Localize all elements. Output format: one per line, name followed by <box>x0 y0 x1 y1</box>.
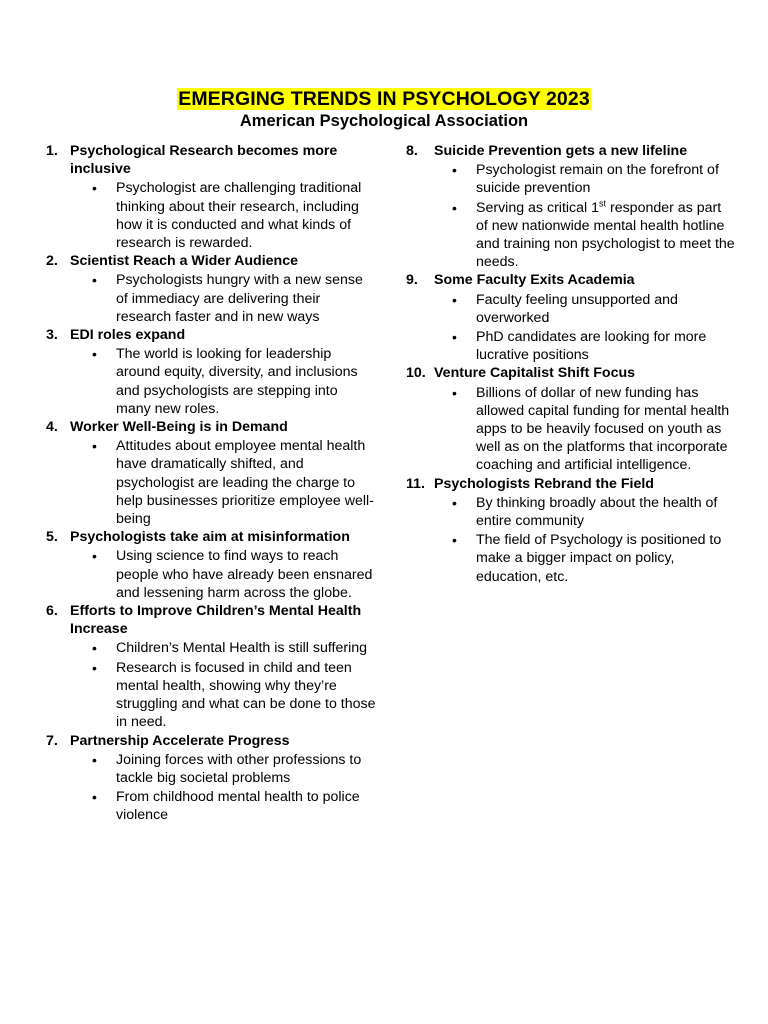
page-title: EMERGING TRENDS IN PSYCHOLOGY 2023 <box>178 88 590 110</box>
bullet-icon: • <box>452 162 457 179</box>
trend-item-10 <box>406 364 736 474</box>
bullet-icon: • <box>92 548 97 565</box>
trend-bullet-list <box>46 437 376 528</box>
list-item: • The field of Psychology is positioned to make a bigger impact on policy, education, etc. <box>452 532 722 585</box>
bullet-icon: • <box>92 272 97 289</box>
trend-item-8 <box>406 142 736 271</box>
trend-item-6 <box>46 602 376 731</box>
bullet-icon: • <box>92 346 97 363</box>
trend-heading: Psychologists Rebrand the Field <box>434 475 654 492</box>
list-item: • Joining forces with other professions to tackle big societal problems <box>92 751 362 786</box>
document-header <box>0 88 768 131</box>
trend-item-2 <box>46 252 376 326</box>
trend-item-7 <box>46 732 376 825</box>
bullet-icon: • <box>452 329 457 346</box>
trend-number: 11. <box>406 475 425 492</box>
trend-number: 10. <box>406 365 426 382</box>
trend-heading: Psychologists take aim at misinformation <box>70 529 350 546</box>
right-column <box>406 142 736 586</box>
trend-heading: Efforts to Improve Children’s Mental Health Increase <box>70 603 362 638</box>
bullet-icon: • <box>452 494 457 511</box>
bullet-icon: • <box>92 640 97 657</box>
bullet-icon: • <box>92 751 97 768</box>
trend-number: 6. <box>46 603 58 620</box>
trend-item-11 <box>406 475 736 586</box>
list-item: • Serving as critical 1st responder as part of new nationwide mental health hotline and training non psychologist to meet the needs. <box>452 197 735 271</box>
list-item: • By thinking broadly about the health of entire community <box>452 494 718 530</box>
bullet-icon: • <box>92 180 97 197</box>
trend-heading: EDI roles expand <box>70 327 186 344</box>
bullet-icon: • <box>452 199 457 216</box>
list-item: • Attitudes about employee mental health have dramatically shifted, and psychologist are leading the charge to help businesses prioritize employee well-being <box>92 438 374 528</box>
list-item: • PhD candidates are looking for more lucrative positions <box>452 329 707 364</box>
trend-bullet-list <box>46 271 376 326</box>
bullet-icon: • <box>452 532 457 549</box>
bullet-icon: • <box>452 291 457 308</box>
trend-heading: Venture Capitalist Shift Focus <box>434 365 636 382</box>
trend-bullet-list <box>46 179 376 252</box>
trend-heading: Scientist Reach a Wider Audience <box>70 253 298 270</box>
trend-bullet-list <box>46 547 376 602</box>
trend-heading: Worker Well-Being is in Demand <box>70 419 288 436</box>
trend-bullet-list <box>406 494 736 586</box>
trend-item-5 <box>46 528 376 602</box>
trend-heading: Suicide Prevention gets a new lifeline <box>434 143 688 159</box>
list-item: • Billions of dollar of new funding has allowed capital funding for mental health apps to be heavily focused on youth as well as on the platforms that incorporate coaching and artificial intelligence. <box>452 384 730 474</box>
left-column <box>46 142 376 825</box>
bullet-icon: • <box>92 659 97 676</box>
bullet-icon: • <box>92 789 97 806</box>
trend-number: 1. <box>46 143 58 159</box>
trend-number: 8. <box>406 143 418 159</box>
ordinal-superscript: st <box>599 197 607 208</box>
bullet-icon: • <box>92 438 97 455</box>
list-item: • Psychologist are challenging traditional thinking about their research, including how it is conducted and what kinds of research is rewarded. <box>92 180 362 252</box>
list-item: • Using science to find ways to reach people who have already been ensnared and lessening harm across the globe. <box>92 548 373 601</box>
trend-item-4 <box>46 418 376 528</box>
trend-heading: Some Faculty Exits Academia <box>434 272 635 289</box>
trend-bullet-list <box>406 384 736 475</box>
list-item: • Faculty feeling unsupported and overworked <box>452 291 678 326</box>
list-item: • From childhood mental health to police violence <box>92 789 360 824</box>
trend-bullet-list <box>46 345 376 418</box>
trend-item-9 <box>406 271 736 364</box>
trend-number: 2. <box>46 253 58 270</box>
trend-bullet-list <box>46 639 376 731</box>
trend-number: 4. <box>46 419 58 436</box>
trend-number: 5. <box>46 529 58 546</box>
trend-number: 7. <box>46 732 58 749</box>
trend-bullet-list <box>406 161 736 271</box>
trend-number: 9. <box>406 272 418 289</box>
trend-heading: Psychological Research becomes more inclusive <box>70 143 338 178</box>
list-item: • Children’s Mental Health is still suffering <box>92 640 368 657</box>
page-subtitle: American Psychological Association <box>239 112 529 130</box>
trend-bullet-list <box>406 291 736 365</box>
trend-item-3 <box>46 326 376 418</box>
bullet-icon: • <box>452 384 457 401</box>
trend-item-1 <box>46 142 376 252</box>
list-item: • Psychologist remain on the forefront of suicide prevention <box>452 162 719 197</box>
list-item: • Research is focused in child and teen mental health, showing why they’re struggling and what can be done to those in need. <box>92 659 376 731</box>
trend-bullet-list <box>46 751 376 825</box>
trend-heading: Partnership Accelerate Progress <box>70 732 290 749</box>
list-item: • The world is looking for leadership around equity, diversity, and inclusions and psychologists are stepping into many new roles. <box>92 346 358 417</box>
list-item: • Psychologists hungry with a new sense of immediacy are delivering their research faster and in new ways <box>92 272 363 325</box>
trend-number: 3. <box>46 327 58 344</box>
